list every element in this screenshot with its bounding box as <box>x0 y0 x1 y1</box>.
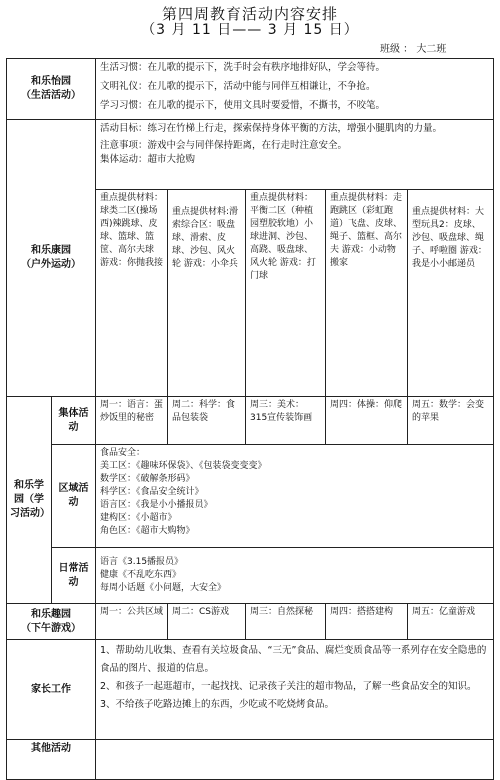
life-line-2: 文明礼仪：在儿歌的提示下，活动中能与同伴互相谦让，不争抢。 <box>100 81 376 92</box>
life-content <box>96 58 494 120</box>
area-line-7: 角色区：《超市大购物》 <box>100 526 195 536</box>
area-line-2: 美工区：《趣味环保袋》、《包装袋变变变》 <box>100 461 267 471</box>
health-col-1: 重点提供材料：球类二区(操场西)辣跳球、皮球、篮球、篮筐、高尔夫球 游戏：你抛我接 <box>96 190 168 397</box>
fun-sub: （下午游戏） <box>21 622 81 634</box>
fun-day-4: 周四：搭搭建构 <box>326 604 408 640</box>
health-col-3: 重点提供材料：平衡二区（种植园塑胶软地）小球进洞、沙包、高跷、吸盘球、风火轮 游戏：打门球 <box>246 190 326 397</box>
area-line-6: 建构区：《小超市》 <box>100 513 177 523</box>
collective-day-4: 周四：体操：仰爬 <box>326 397 408 445</box>
learn-section-header <box>6 397 52 604</box>
collective-day-3: 周三：美术：315宣传装饰画 <box>246 397 326 445</box>
health-note: 注意事项：游戏中会与同伴保持距离，在行走时注意安全。 <box>100 140 348 151</box>
area-content <box>96 445 494 548</box>
area-label: 区域活动 <box>52 445 96 548</box>
fun-day-2: 周二：CS游戏 <box>168 604 246 640</box>
area-line-1: 食品安全： <box>100 448 146 458</box>
date-range: （3 月 11 日—— 3 月 15 日） <box>141 22 359 38</box>
life-line-1: 生活习惯：在儿歌的提示下，洗手时会有秩序地排好队，学会等待。 <box>100 62 386 73</box>
collective-day-1: 周一：语言：蛋炒饭里的秘密 <box>96 397 168 445</box>
health-section-header <box>6 120 96 397</box>
other-label: 其他活动 <box>6 740 96 780</box>
class-label: 班级 ： 大二班 <box>380 44 447 55</box>
daily-line-2: 健康《不乱吃东西》 <box>100 570 182 580</box>
area-line-4: 科学区：《食品安全统计》 <box>100 487 204 497</box>
fun-day-1: 周一：公共区域 <box>96 604 168 640</box>
fun-section-header <box>6 604 96 640</box>
learn-name: 和乐学园（学习活动） <box>10 480 50 519</box>
parents-content <box>96 640 494 740</box>
health-col-2: 重点提供材料:滑索综合区：吸盘球、滑索、皮球、沙包、风火轮 游戏：小伞兵 <box>168 190 246 397</box>
collective-day-2: 周二：科学：食品包装袋 <box>168 397 246 445</box>
health-goal: 活动目标：练习在竹梯上行走，探索保持身体平衡的方法，增强小腿肌肉的力量。 <box>100 123 443 134</box>
fun-name: 和乐趣园 <box>31 608 71 620</box>
health-name: 和乐康园 <box>31 245 71 256</box>
other-content <box>96 740 494 780</box>
collective-day-5: 周五：数学：会变的苹果 <box>408 397 494 445</box>
daily-content <box>96 548 494 604</box>
parents-line-1: 1、帮助幼儿收集、查看有关垃圾食品、“三无”食品、腐烂变质食品等一系列存在安全隐患的食品的图片、报道的信息。 <box>100 645 487 674</box>
parents-label: 家长工作 <box>6 640 96 740</box>
life-section-header <box>6 58 96 120</box>
health-intro <box>96 120 494 190</box>
schedule-table <box>6 58 494 754</box>
daily-line-1: 语言《3.15播报员》 <box>100 557 184 567</box>
parents-line-3: 3、不给孩子吃路边摊上的东西，少吃或不吃烧烤食品。 <box>100 699 335 710</box>
fun-day-3: 周三：自然探秘 <box>246 604 326 640</box>
life-line-3: 学习习惯：在儿歌的提示下，使用文具时要爱惜，不撕书，不咬笔。 <box>100 100 386 111</box>
health-group-game: 集体运动：超市大抢购 <box>100 154 196 165</box>
health-col-5: 重点提供材料：大型玩具2：皮球、沙包、吸盘球、绳子、呼啦圈 游戏：我是小小邮递员 <box>408 190 494 397</box>
collective-label: 集体活动 <box>52 397 96 445</box>
parents-line-2: 2、和孩子一起逛超市，一起找找、记录孩子关注的超市物品，了解一些食品安全的知识。 <box>100 681 477 692</box>
area-line-5: 语言区：《我是小小播报员》 <box>100 500 213 510</box>
fun-day-5: 周五：亿童游戏 <box>408 604 494 640</box>
daily-line-3: 每周小话题《小问题，大安全》 <box>100 583 227 593</box>
daily-label: 日常活动 <box>52 548 96 604</box>
health-col-4: 重点提供材料：走跑跳区（彩虹跑道）飞盘、皮球、绳子、篮框、高尔夫 游戏：小动物搬家 <box>326 190 408 397</box>
health-sub: （户外运动） <box>21 259 81 270</box>
life-name: 和乐怡园 <box>31 76 71 87</box>
life-sub: （生活活动） <box>21 90 81 101</box>
page-title: 第四周教育活动内容安排 <box>161 5 338 23</box>
area-line-3: 数学区：《破解条形码》 <box>100 474 195 484</box>
